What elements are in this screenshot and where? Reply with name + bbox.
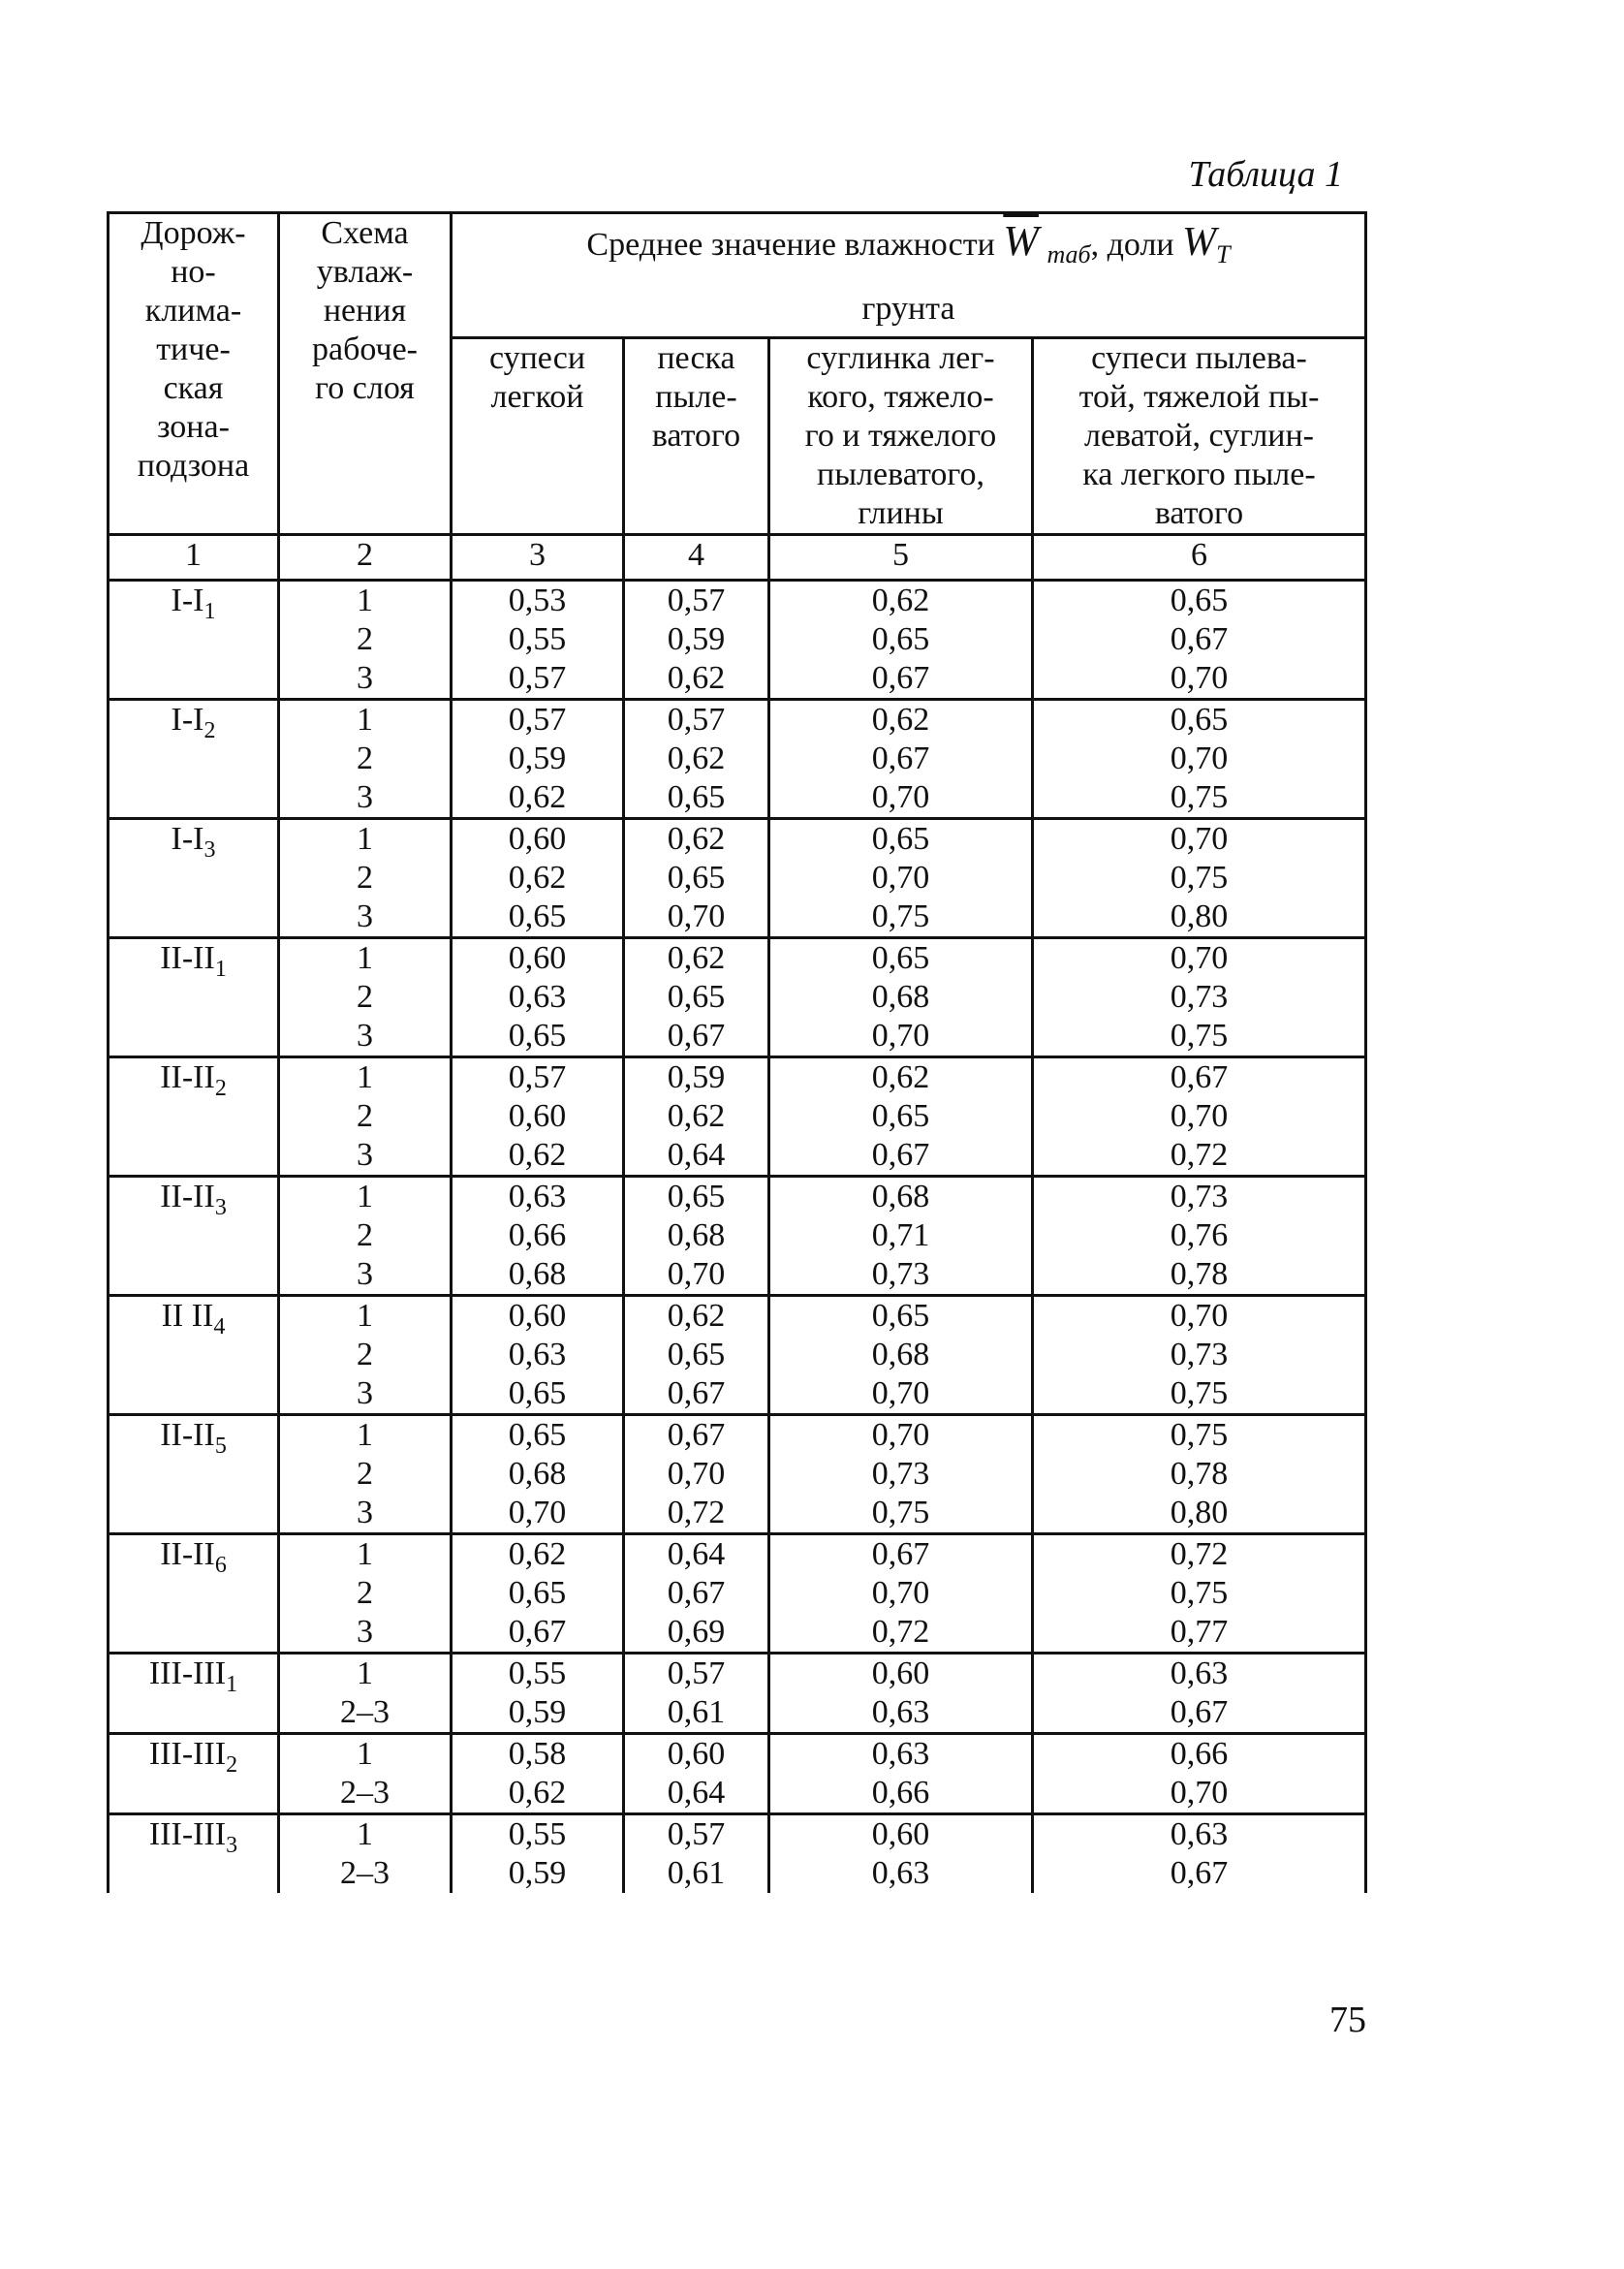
value-cell-3: 0,60 0,63 0,65 xyxy=(452,938,624,1057)
header-sub-4: супеси пылева- той, тяжелой пы- леватой, суглин- ка легкого пыле- ватого xyxy=(1033,338,1366,535)
value-cell-5: 0,60 0,63 xyxy=(769,1814,1033,1894)
value-cell-5: 0,65 0,68 0,70 xyxy=(769,938,1033,1057)
value-cell-5: 0,68 0,71 0,73 xyxy=(769,1177,1033,1296)
zone-cell: II $II_4$ xyxy=(109,1296,279,1415)
value-cell-4: 0,57 0,62 0,65 xyxy=(624,700,769,819)
table-row xyxy=(109,938,1366,1057)
scheme-cell: 1 2 3 xyxy=(279,1177,452,1296)
scheme-cell: 1 2 3 xyxy=(279,1415,452,1534)
scheme-cell: 1 2–3 xyxy=(279,1654,452,1734)
value-cell-6: 0,66 0,70 xyxy=(1033,1734,1366,1814)
header-main-suffix: грунта xyxy=(861,291,955,327)
column-number-4: 4 xyxy=(624,535,769,581)
value-cell-6: 0,67 0,70 0,72 xyxy=(1033,1057,1366,1177)
value-cell-4: 0,62 0,65 0,67 xyxy=(624,1296,769,1415)
page-number: 75 xyxy=(1329,2000,1366,2040)
value-cell-3: 0,65 0,68 0,70 xyxy=(452,1415,624,1534)
value-cell-4: 0,65 0,68 0,70 xyxy=(624,1177,769,1296)
table-row xyxy=(109,1057,1366,1177)
scheme-cell: 1 2–3 xyxy=(279,1734,452,1814)
value-cell-3: 0,55 0,59 xyxy=(452,1814,624,1894)
value-cell-6: 0,70 0,73 0,75 xyxy=(1033,938,1366,1057)
column-number-2: 2 xyxy=(279,535,452,581)
value-cell-3: 0,57 0,59 0,62 xyxy=(452,700,624,819)
value-cell-3: 0,58 0,62 xyxy=(452,1734,624,1814)
header-sub-2: песка пыле- ватого xyxy=(624,338,769,535)
value-cell-5: 0,60 0,63 xyxy=(769,1654,1033,1734)
value-cell-4: 0,62 0,65 0,67 xyxy=(624,938,769,1057)
moisture-table xyxy=(107,211,1367,1893)
scheme-cell: 1 2 3 xyxy=(279,1534,452,1654)
table-row xyxy=(109,581,1366,700)
header-main-text: Среднее значение влажности xyxy=(586,227,995,263)
column-number-5: 5 xyxy=(769,535,1033,581)
zone-cell: $II-II_3$ xyxy=(109,1177,279,1296)
value-cell-3: 0,53 0,55 0,57 xyxy=(452,581,624,700)
zone-cell: III-$III_1$ xyxy=(109,1654,279,1734)
value-cell-4: 0,59 0,62 0,64 xyxy=(624,1057,769,1177)
value-cell-3: 0,57 0,60 0,62 xyxy=(452,1057,624,1177)
value-cell-4: 0,64 0,67 0,69 xyxy=(624,1534,769,1654)
value-cell-5: 0,62 0,67 0,70 xyxy=(769,700,1033,819)
value-cell-6: 0,70 0,73 0,75 xyxy=(1033,1296,1366,1415)
table-row xyxy=(109,1734,1366,1814)
table-row xyxy=(109,819,1366,938)
value-cell-4: 0,67 0,70 0,72 xyxy=(624,1415,769,1534)
value-cell-4: 0,60 0,64 xyxy=(624,1734,769,1814)
scheme-cell: 1 2 3 xyxy=(279,581,452,700)
header-w-subscript: таб xyxy=(1046,240,1091,268)
scheme-cell: 1 2 3 xyxy=(279,1057,452,1177)
value-cell-4: 0,57 0,61 xyxy=(624,1814,769,1894)
table-row xyxy=(109,1534,1366,1654)
value-cell-6: 0,73 0,76 0,78 xyxy=(1033,1177,1366,1296)
zone-cell: $II-II_1$ xyxy=(109,938,279,1057)
header-scheme: Схема увлаж- нения рабоче- го слоя xyxy=(279,213,452,535)
header-sub-1: супеси легкой xyxy=(452,338,624,535)
value-cell-5: 0,70 0,73 0,75 xyxy=(769,1415,1033,1534)
column-number-1: 1 xyxy=(109,535,279,581)
value-cell-6: 0,75 0,78 0,80 xyxy=(1033,1415,1366,1534)
value-cell-6: 0,65 0,70 0,75 xyxy=(1033,700,1366,819)
header-main-mid: , доли xyxy=(1090,227,1174,263)
value-cell-3: 0,60 0,62 0,65 xyxy=(452,819,624,938)
zone-cell: $I-I_3$ xyxy=(109,819,279,938)
table-row xyxy=(109,1177,1366,1296)
header-main xyxy=(452,213,1366,338)
table-row xyxy=(109,700,1366,819)
value-cell-4: 0,57 0,61 xyxy=(624,1654,769,1734)
zone-cell: $I-I_1$ xyxy=(109,581,279,700)
value-cell-3: 0,62 0,65 0,67 xyxy=(452,1534,624,1654)
value-cell-5: 0,65 0,68 0,70 xyxy=(769,1296,1033,1415)
column-number-6: 6 xyxy=(1033,535,1366,581)
table-row xyxy=(109,1415,1366,1534)
value-cell-3: 0,60 0,63 0,65 xyxy=(452,1296,624,1415)
value-cell-6: 0,72 0,75 0,77 xyxy=(1033,1534,1366,1654)
scheme-cell: 1 2 3 xyxy=(279,1296,452,1415)
table-row xyxy=(109,1814,1366,1894)
value-cell-5: 0,65 0,70 0,75 xyxy=(769,819,1033,938)
zone-cell: $II-II_6$ xyxy=(109,1534,279,1654)
value-cell-6: 0,63 0,67 xyxy=(1033,1654,1366,1734)
zone-cell: $II-II_5$ xyxy=(109,1415,279,1534)
value-cell-3: 0,55 0,59 xyxy=(452,1654,624,1734)
zone-cell: $I-I_2$ xyxy=(109,700,279,819)
table-caption: Таблица 1 xyxy=(1188,154,1343,195)
column-number-3: 3 xyxy=(452,535,624,581)
table-row xyxy=(109,1296,1366,1415)
value-cell-4: 0,62 0,65 0,70 xyxy=(624,819,769,938)
header-w-symbol: $\overline{W}$ xyxy=(1003,217,1039,265)
table-row xyxy=(109,1654,1366,1734)
zone-cell: $II-II_2$ xyxy=(109,1057,279,1177)
scheme-cell: 1 2 3 xyxy=(279,700,452,819)
value-cell-4: 0,57 0,59 0,62 xyxy=(624,581,769,700)
header-sub-3: суглинка лег- кого, тяжело- го и тяжелого пылеватого, глины xyxy=(769,338,1033,535)
value-cell-5: 0,62 0,65 0,67 xyxy=(769,1057,1033,1177)
scheme-cell: 1 2 3 xyxy=(279,938,452,1057)
value-cell-5: 0,63 0,66 xyxy=(769,1734,1033,1814)
header-wt-subscript: T xyxy=(1216,240,1231,268)
scheme-cell: 1 2–3 xyxy=(279,1814,452,1894)
value-cell-3: 0,63 0,66 0,68 xyxy=(452,1177,624,1296)
zone-cell: III-$III_2$ xyxy=(109,1734,279,1814)
value-cell-6: 0,63 0,67 xyxy=(1033,1814,1366,1894)
header-wt-symbol: W xyxy=(1182,220,1217,265)
zone-cell: III-$III_3$ xyxy=(109,1814,279,1894)
value-cell-5: 0,62 0,65 0,67 xyxy=(769,581,1033,700)
value-cell-6: 0,65 0,67 0,70 xyxy=(1033,581,1366,700)
value-cell-5: 0,67 0,70 0,72 xyxy=(769,1534,1033,1654)
value-cell-6: 0,70 0,75 0,80 xyxy=(1033,819,1366,938)
header-zone: Дорож- но- клима- тиче- ская зона- подзона xyxy=(109,213,279,535)
scheme-cell: 1 2 3 xyxy=(279,819,452,938)
